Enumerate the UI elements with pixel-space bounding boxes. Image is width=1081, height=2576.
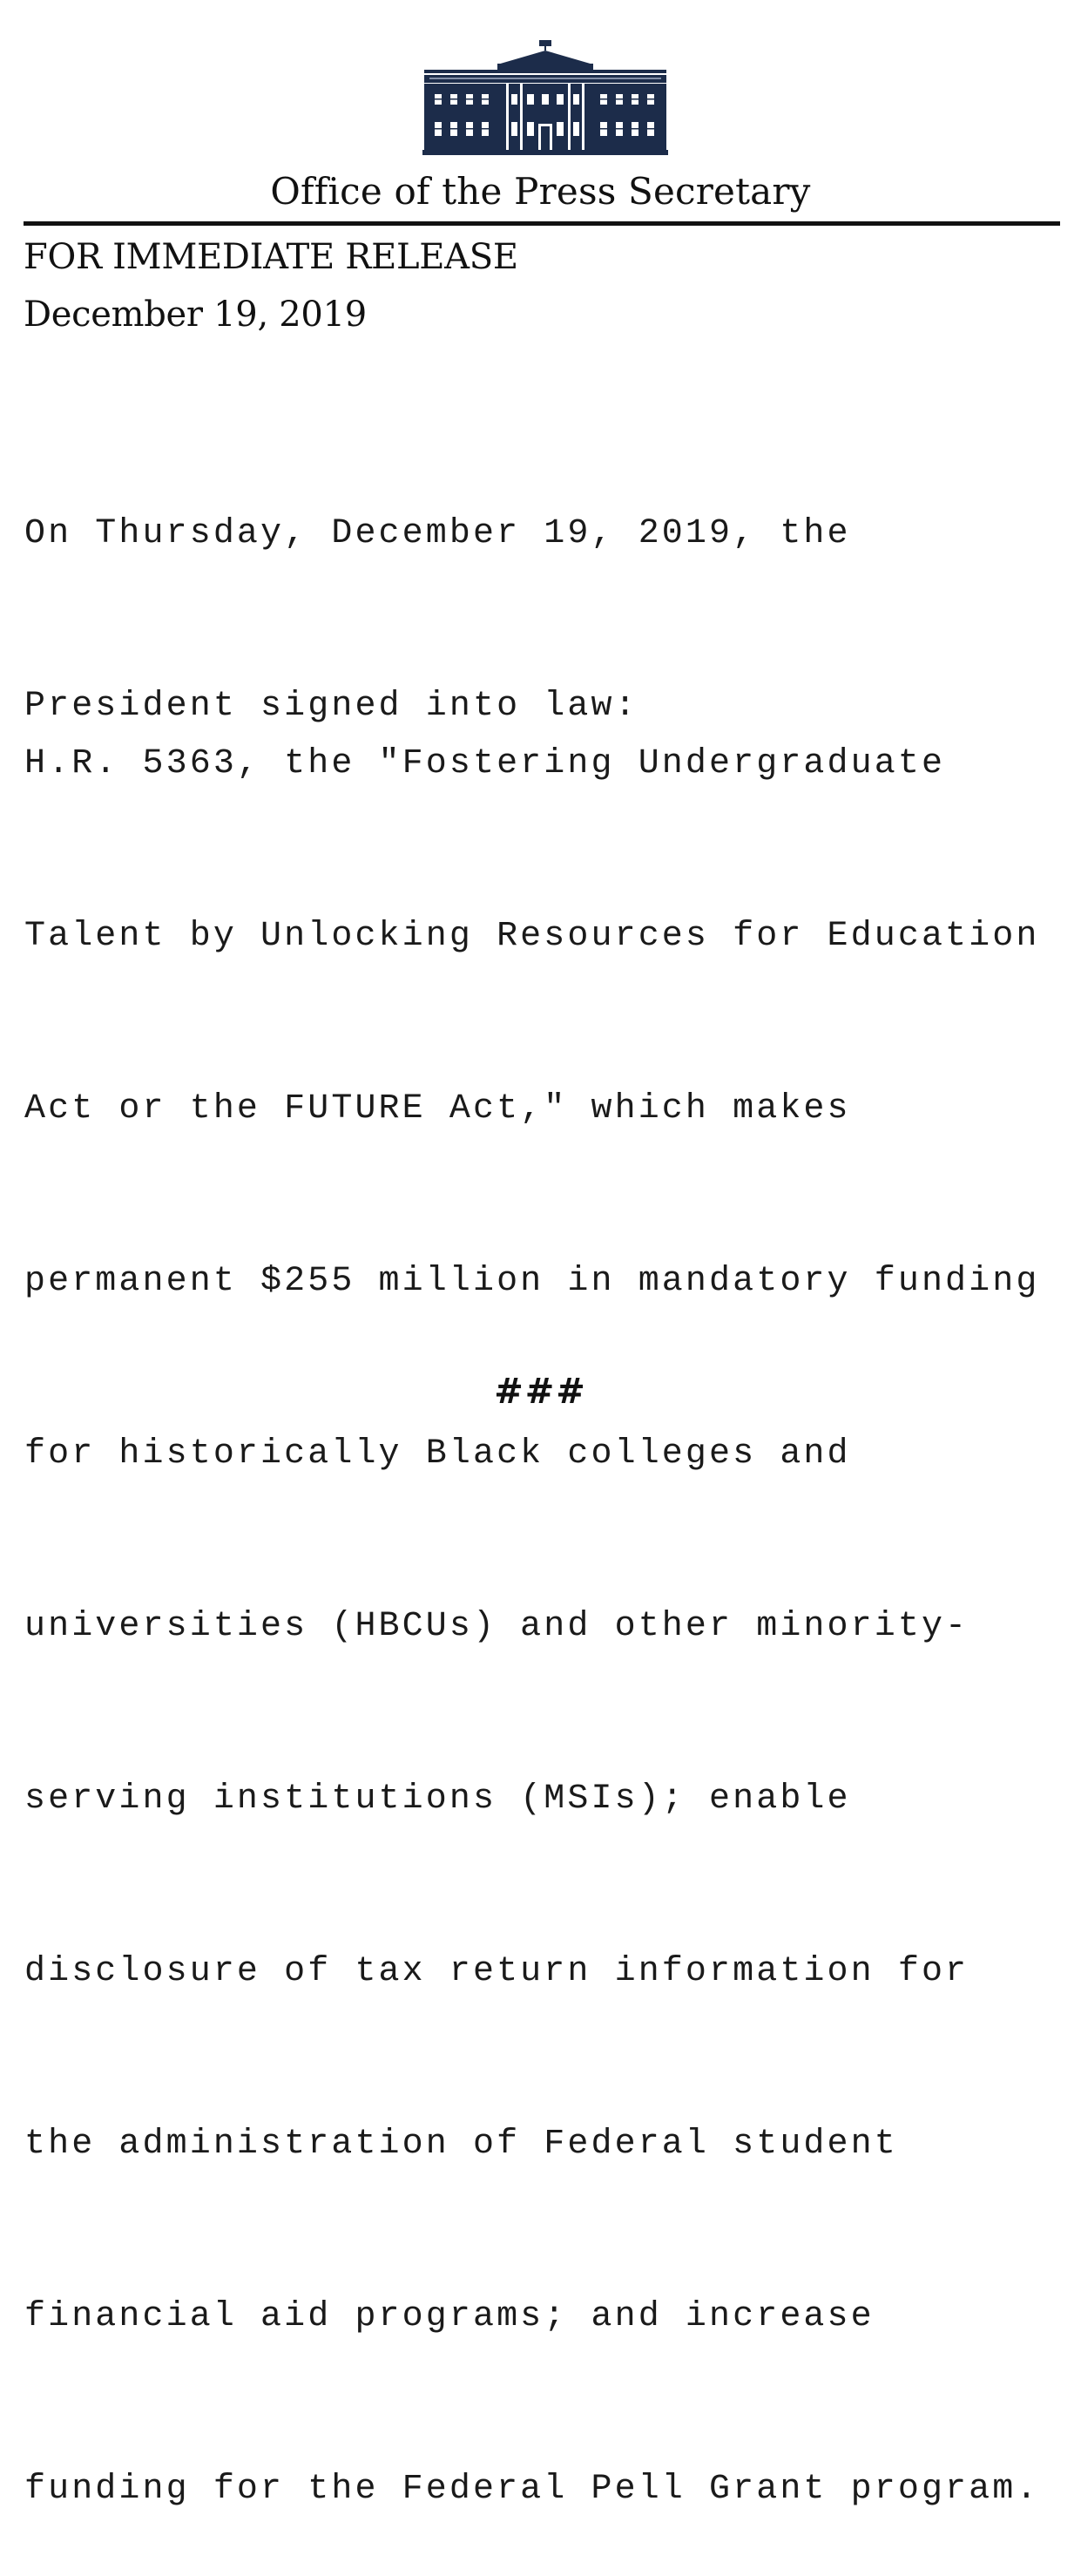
bill-line: Talent by Unlocking Resources for Education	[24, 917, 1040, 956]
release-label: FOR IMMEDIATE RELEASE	[24, 237, 518, 277]
end-mark: ###	[494, 1371, 587, 1412]
bill-line: permanent $255 million in mandatory funding	[24, 1262, 1040, 1301]
bill-line: funding for the Federal Pell Grant program.	[24, 2470, 1040, 2509]
release-date: December 19, 2019	[24, 295, 367, 335]
white-house-icon	[422, 40, 668, 157]
bill-line: for historically Black colleges and	[24, 1434, 851, 1474]
bill-line: universities (HBCUs) and other minority-	[24, 1607, 970, 1646]
bill-line: financial aid programs; and increase	[24, 2297, 875, 2336]
intro-line: On Thursday, December 19, 2019, the	[24, 514, 851, 553]
bill-paragraph	[24, 620, 1039, 2576]
bill-line: H.R. 5363, the "Fostering Undergraduate	[24, 744, 946, 783]
intro-line: President signed into law:	[24, 687, 638, 726]
header-divider	[24, 221, 1060, 226]
bill-line: serving institutions (MSIs); enable	[24, 1779, 851, 1819]
bill-line: Act or the FUTURE Act," which makes	[24, 1089, 851, 1129]
bill-line: disclosure of tax return information for	[24, 1952, 970, 1991]
white-house-logo	[422, 40, 668, 157]
bill-line: the administration of Federal student	[24, 2125, 898, 2164]
office-title: Office of the Press Secretary	[270, 170, 811, 213]
